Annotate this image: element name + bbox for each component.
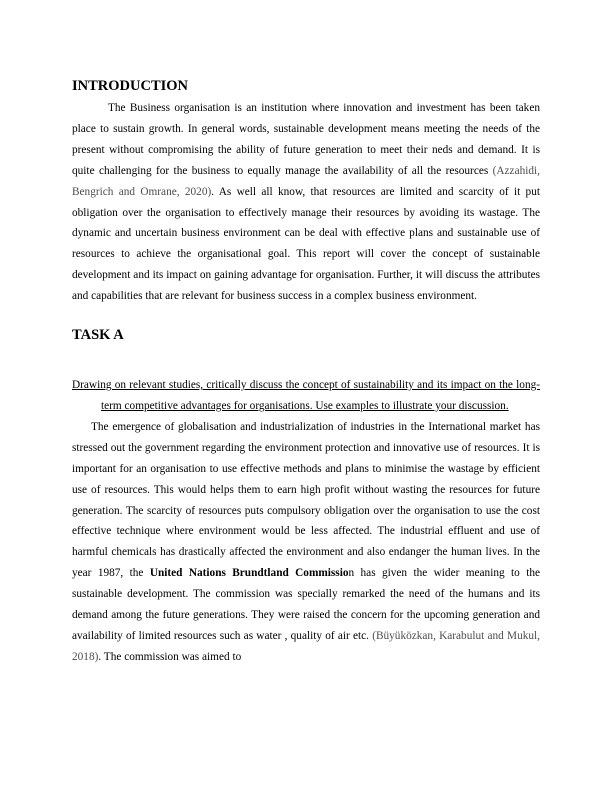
introduction-text-1: The Business organisation is an institution where innovation and investment has been taken place to sustain growth. In general words, sustainable development means meeting the needs of the present without compromising the ability of future generation to meet their neds and demand. It is quite challenging for the business to equally manage the availability of all the resources <box>72 102 540 177</box>
introduction-paragraph <box>72 98 540 307</box>
task-a-body-paragraph <box>72 417 540 668</box>
task-a-text-1: The emergence of globalisation and industrialization of industries in the International market has stressed out the government regarding the environment protection and innovative use of resources. It is important for an organisation to use effective methods and plans to minimise the wastage by efficient use of resources. This would helps them to earn high profit without wasting the resources for future generation. The scarcity of resources puts compulsory obligation over the organisation to use the cost effective technique where environment would be less affected. The industrial effluent and use of harmful chemicals has drastically affected the environment and also endanger the human lives. In the year 1987, the <box>72 420 540 580</box>
task-a-question: Drawing on relevant studies, critically discuss the concept of sustainability and its impact on the long-term competitive advantages for organisations. Use examples to illustrate your discussion. <box>72 379 540 412</box>
introduction-citation: (Azzahidi, Bengrich and Omrane, 2020) <box>72 164 540 198</box>
task-a-citation: (Büyüközkan, Karabulut and Mukul, 2018) <box>72 629 540 663</box>
introduction-text-2: . As well all know, that resources are limited and scarcity of it put obligation over the organisation to effectively manage their resources by avoiding its wastage. The dynamic and uncertain business environment can be deal with effective plans and sustainable use of resources to achieve the organisational goal. This report will cover the concept of sustainable development and its impact on gaining advantage for organisation. Further, it will discuss the attributes and capabilities that are relevant for business success in a complex business environment. <box>72 185 540 303</box>
introduction-heading: INTRODUCTION <box>72 78 189 94</box>
task-a-text-2: n has given the wider meaning to the sustainable development. The commission was specially remarked the need of the humans and its demand among the future generations. They were raised the concern for the upcoming generation and availability of limited resources such as water , quality of air etc. <box>72 567 540 642</box>
task-a-heading: TASK A <box>72 327 124 344</box>
document-page <box>72 76 540 668</box>
task-a-text-3: . The commission was aimed to <box>98 650 242 663</box>
task-a-bold-term: United Nations Brundtland Commissio <box>149 567 349 580</box>
